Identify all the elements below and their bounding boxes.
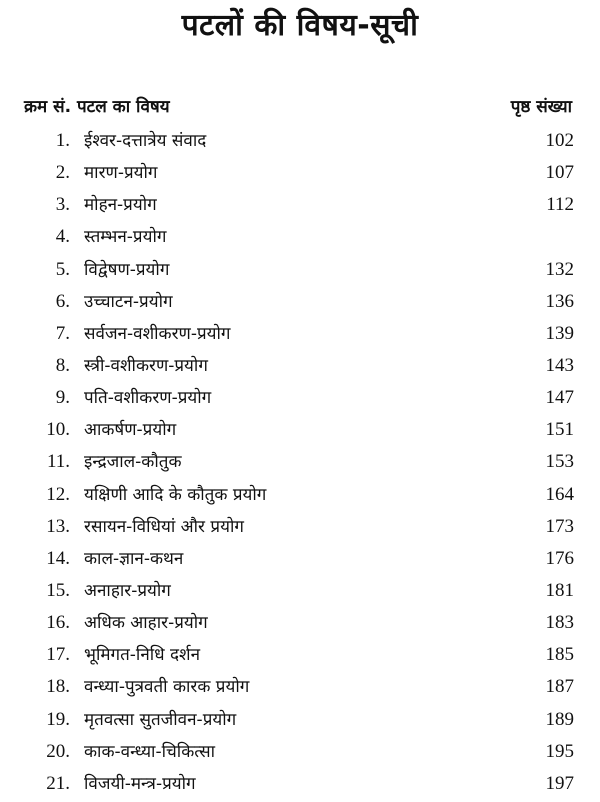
entry-number: 10. xyxy=(46,419,70,441)
entry-number: 2. xyxy=(55,162,70,184)
entry-topic: यक्षिणी आदि के कौतुक प्रयोग xyxy=(84,484,267,505)
entry-number: 19. xyxy=(46,708,70,730)
entry-number: 15. xyxy=(46,579,70,601)
entry-number: 5. xyxy=(55,258,70,280)
entry-page: 139 xyxy=(545,322,574,344)
entry-page: 143 xyxy=(545,354,574,376)
entry-number: 11. xyxy=(46,451,70,473)
list-item xyxy=(0,770,600,802)
contents-list xyxy=(0,127,600,802)
entry-topic: काक-वन्ध्या-चिकित्सा xyxy=(84,741,216,762)
entry-topic: विद्वेषण-प्रयोग xyxy=(84,259,170,280)
entry-page: 187 xyxy=(545,676,574,698)
entry-topic: अधिक आहार-प्रयोग xyxy=(84,613,208,634)
entry-number: 17. xyxy=(46,644,70,666)
entry-topic: स्तम्भन-प्रयोग xyxy=(84,227,167,248)
entry-number: 16. xyxy=(46,612,70,634)
entry-page: 136 xyxy=(545,290,574,312)
entry-topic: पति-वशीकरण-प्रयोग xyxy=(84,388,212,409)
entry-page: 197 xyxy=(545,772,574,794)
entry-page: 185 xyxy=(545,644,574,666)
entry-topic: आकर्षण-प्रयोग xyxy=(84,420,177,441)
list-item xyxy=(0,320,600,352)
entry-number: 3. xyxy=(55,194,70,216)
entry-topic: वन्ध्या-पुत्रवती कारक प्रयोग xyxy=(84,677,250,698)
entry-topic: भूमिगत-निधि दर्शन xyxy=(84,645,201,666)
entry-topic: रसायन-विधियां और प्रयोग xyxy=(84,516,244,537)
list-item xyxy=(0,448,600,480)
entry-page: 181 xyxy=(545,579,574,601)
entry-topic: ईश्वर-दत्तात्रेय संवाद xyxy=(84,131,207,151)
list-item xyxy=(0,609,600,641)
entry-number: 21. xyxy=(46,772,70,794)
list-item xyxy=(0,641,600,673)
entry-page: 195 xyxy=(545,740,574,762)
entry-page: 102 xyxy=(545,130,574,151)
list-item xyxy=(0,416,600,448)
entry-topic: सर्वजन-वशीकरण-प्रयोग xyxy=(84,323,231,344)
list-item xyxy=(0,545,600,577)
list-item xyxy=(0,159,600,191)
list-item xyxy=(0,223,600,255)
entry-topic: स्त्री-वशीकरण-प्रयोग xyxy=(84,355,208,376)
entry-page: 164 xyxy=(545,483,574,505)
table-header xyxy=(0,94,600,120)
entry-topic: विजयी-मन्त्र-प्रयोग xyxy=(84,773,196,794)
entry-number: 6. xyxy=(55,290,70,312)
header-page-number: पृष्ठ संख्या xyxy=(510,97,572,117)
entry-page: 153 xyxy=(545,451,574,473)
entry-topic: मृतवत्सा सुतजीवन-प्रयोग xyxy=(84,709,237,730)
entry-page: 176 xyxy=(545,547,574,569)
entry-topic: मोहन-प्रयोग xyxy=(84,195,157,216)
header-serial-topic: क्रम सं. पटल का विषय xyxy=(24,97,170,117)
list-item xyxy=(0,481,600,513)
entry-number: 13. xyxy=(46,515,70,537)
entry-topic: मारण-प्रयोग xyxy=(84,163,158,184)
list-item xyxy=(0,673,600,705)
entry-number: 12. xyxy=(46,483,70,505)
entry-page: 107 xyxy=(545,162,574,184)
entry-topic: अनाहार-प्रयोग xyxy=(84,580,171,601)
entry-number: 14. xyxy=(46,547,70,569)
list-item xyxy=(0,384,600,416)
list-item xyxy=(0,256,600,288)
entry-number: 20. xyxy=(46,740,70,762)
list-item xyxy=(0,352,600,384)
entry-number: 18. xyxy=(46,676,70,698)
entry-number: 4. xyxy=(55,226,70,248)
entry-page: 132 xyxy=(545,258,574,280)
entry-topic: काल-ज्ञान-कथन xyxy=(84,548,184,569)
entry-page: 147 xyxy=(545,387,574,409)
entry-page: 112 xyxy=(546,194,574,216)
entry-topic: उच्चाटन-प्रयोग xyxy=(84,291,173,312)
page-title: पटलों की विषय-सूची xyxy=(181,8,419,43)
entry-page: 173 xyxy=(545,515,574,537)
list-item xyxy=(0,288,600,320)
entry-number: 7. xyxy=(55,322,70,344)
entry-number: 8. xyxy=(55,354,70,376)
list-item xyxy=(0,513,600,545)
entry-page: 189 xyxy=(545,708,574,730)
list-item xyxy=(0,127,600,159)
list-item xyxy=(0,191,600,223)
entry-topic: इन्द्रजाल-कौतुक xyxy=(84,452,182,473)
entry-page: 183 xyxy=(545,612,574,634)
entry-page: 151 xyxy=(545,419,574,441)
list-item xyxy=(0,706,600,738)
list-item xyxy=(0,738,600,770)
entry-number: 1. xyxy=(55,130,70,151)
entry-number: 9. xyxy=(55,387,70,409)
list-item xyxy=(0,577,600,609)
